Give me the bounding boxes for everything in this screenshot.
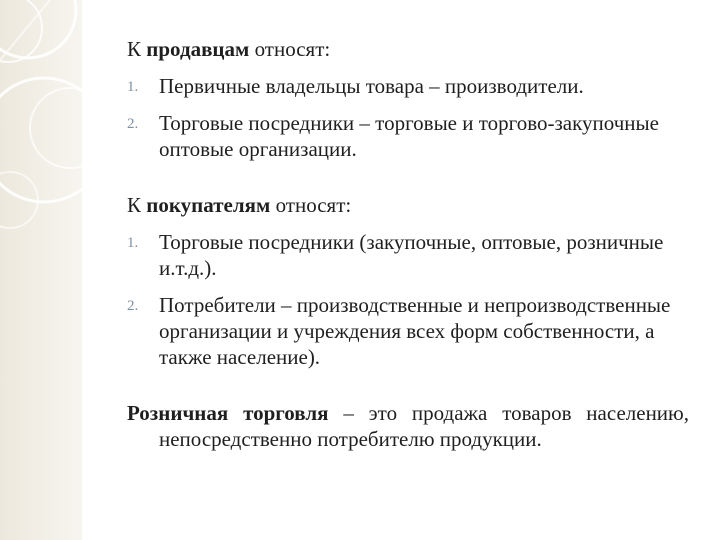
- sellers-heading-suffix: относят:: [249, 37, 331, 61]
- list-number: 2.: [127, 116, 139, 132]
- list-item-text: Торговые посредники – торговые и торгово-закупочные оптовые организации.: [159, 111, 659, 161]
- list-item-text: Потребители – производственные и непроизводственные организации и учреждения всех форм собственности, а также население).: [159, 293, 671, 369]
- sellers-heading-bold: продавцам: [146, 37, 250, 61]
- sellers-heading: [127, 36, 689, 62]
- sellers-heading-prefix: К: [127, 37, 147, 61]
- list-item: [127, 292, 689, 370]
- slide-content: [127, 36, 689, 452]
- list-number: 1.: [127, 235, 139, 251]
- list-number: 1.: [127, 79, 139, 95]
- retail-term: Розничная торговля: [127, 401, 329, 425]
- buyers-heading: [127, 192, 689, 218]
- list-item-text: Первичные владельцы товара – производители.: [159, 74, 584, 98]
- list-item: [127, 229, 689, 281]
- list-item: [127, 110, 689, 162]
- buyers-heading-prefix: К: [127, 193, 147, 217]
- list-number: 2.: [127, 298, 139, 314]
- list-item-text: Торговые посредники (закупочные, оптовые, розничные и.т.д.).: [159, 230, 664, 280]
- sellers-list: [127, 73, 689, 162]
- buyers-heading-suffix: относят:: [270, 193, 352, 217]
- list-item: [127, 73, 689, 99]
- decorative-circles: [0, 0, 82, 540]
- retail-definition: [127, 400, 689, 452]
- retail-definition-text: – это продажа товаров населению, непосредственно потребителю продукции.: [159, 401, 689, 451]
- buyers-heading-bold: покупателям: [146, 193, 271, 217]
- decorative-left-band: [0, 0, 82, 540]
- buyers-list: [127, 229, 689, 370]
